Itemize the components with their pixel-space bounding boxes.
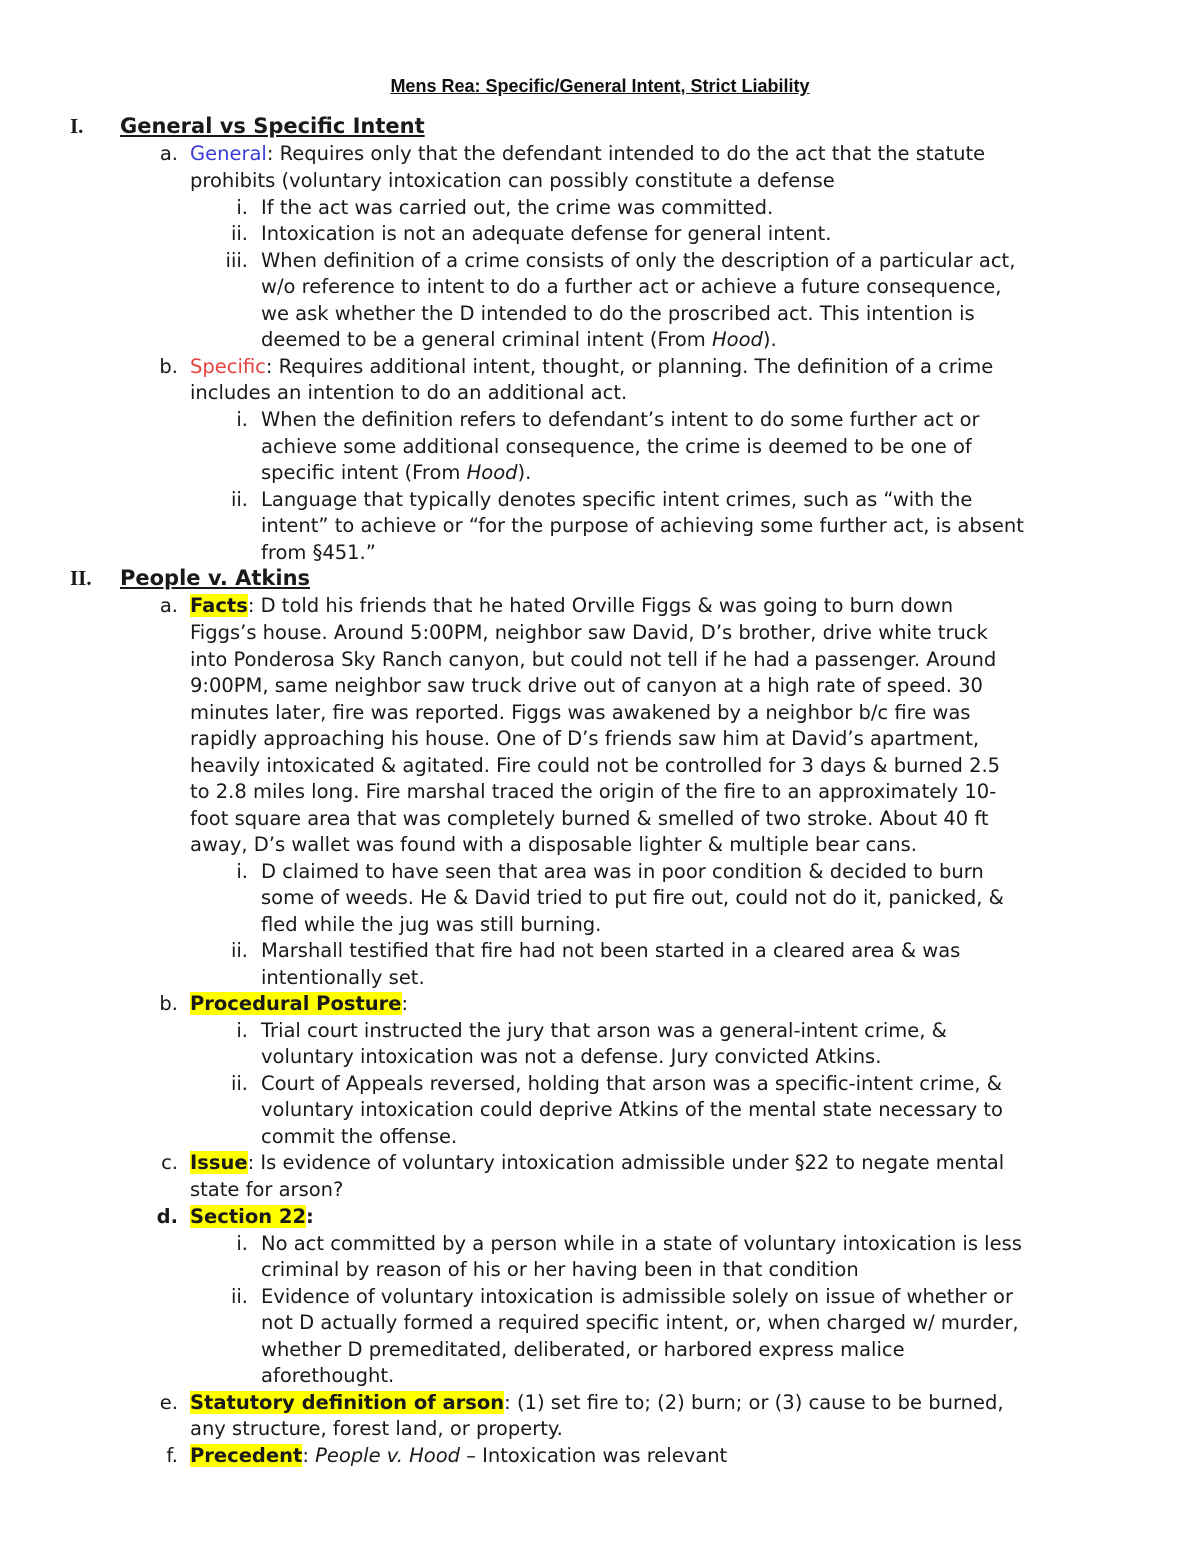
document-page: Mens Rea: Specific/General Intent, Strict Liability I. General vs Specific Intent a. General: Requires only that the defendant intended to do the act that the statute prohibits (voluntary intoxication can possibly constitute a defense i. If the act was carried out, the crime was committed. ii. Intoxication is not an adequate defense for general intent. iii. When definition of a crime consists of only the description of a particular act, w/o reference to intent to do a further act or achieve a future consequence, we ask whether the D intended to do the proscribed act. This intention is deemed to be a general criminal intent (From Hood). b. Specific: Requires additional intent, thought, or planning. The definition of a crime includes an intention to do an additional act. i. When the definition refers to defendant’s intent to do some further act or achieve some additional consequence, the crime is deemed to be one of specific intent (From Hood). ii. Language that typically denotes specific intent crimes, such as “with the intent” to achieve or “for the purpose of achieving some further act, is absent from §451.” II. People v. Atkins a. Facts: D told his friends that he hated Orville Figgs & was going to burn down Figgs’s house. Around 5:00PM, neighbor saw David, D’s brother, drive white truck into Ponderosa Sky Ranch canyon, but could not tell if he had a passenger. Around 9:00PM, same neighbor saw truck drive out of canyon at a high rate of speed. 30 minutes later, fire was reported. Figgs was awakened by a neighbor b/c fire was rapidly approaching his house. One of D’s friends saw him at David’s apartment, heavily intoxicated & agitated. Fire could not be controlled for 3 days & burned 2.5 to 2.8 miles long. Fire marshal traced the origin of the fire to an approximately 10- foot square area that was completely burned & smelled of two stroke. About 40 ft away, D’s wallet was found with a disposable lighter & multiple bear cans. i. D claimed to have seen that area was in poor condition & decided to burn some of weeds. He & David tried to put fire out, could not do it, panicked, & fled while the jug was still burning. ii. Marshall testified that fire had not been started in a cleared area & was intentionally set. b. Procedural Posture: i. Trial court instructed the jury that arson was a general-intent crime, & voluntary intoxication was not a defense. Jury convicted Atkins. ii. Court of Appeals reversed, holding that arson was a specific-intent crime, & voluntary intoxication could deprive Atkins of the mental state necessary to commit the offense. c. Issue: Is evidence of voluntary intoxication admissible under §22 to negate mental state for arson? d. Section 22: i. No act committed by a person while in a state of voluntary intoxication is less criminal by reason of his or her having been in that condition ii. Evidence of voluntary intoxication is admissible solely on issue of whether or not D actually formed a required specific intent, or, when charged w/ murder, whether D premeditated, deliberated, or harbored express malice aforethought. e. Statutory definition of arson: (1) set fire to; (2) burn; or (3) cause to be burned, any structure, forest land, or property. f. Precedent: People v. Hood – Intoxication was relevant: [0, 0, 1200, 1553]
case-name: Hood: [712, 328, 763, 351]
term-issue: Issue: [190, 1151, 248, 1174]
section-heading: People v. Atkins: [120, 566, 311, 590]
term-specific: Specific: [190, 355, 266, 378]
section-marker: II.: [70, 566, 92, 590]
term-precedent: Precedent: [190, 1444, 303, 1467]
item-text: General: Requires only that the defendant intended to do the act that the statute: [190, 142, 986, 165]
item-marker: a.: [159, 142, 178, 165]
term-general: General: [190, 142, 267, 165]
term-facts: Facts: [190, 594, 248, 617]
case-name: People v. Hood: [315, 1444, 461, 1467]
document-title: Mens Rea: Specific/General Intent, Strict Liability: [390, 76, 810, 96]
section-marker: I.: [70, 114, 84, 138]
term-statutory-definition: Statutory definition of arson: [190, 1391, 505, 1414]
term-procedural-posture: Procedural Posture: [190, 992, 402, 1015]
section-heading: General vs Specific Intent: [120, 114, 425, 138]
term-section-22: Section 22: [190, 1205, 307, 1228]
case-name: Hood: [466, 461, 518, 484]
